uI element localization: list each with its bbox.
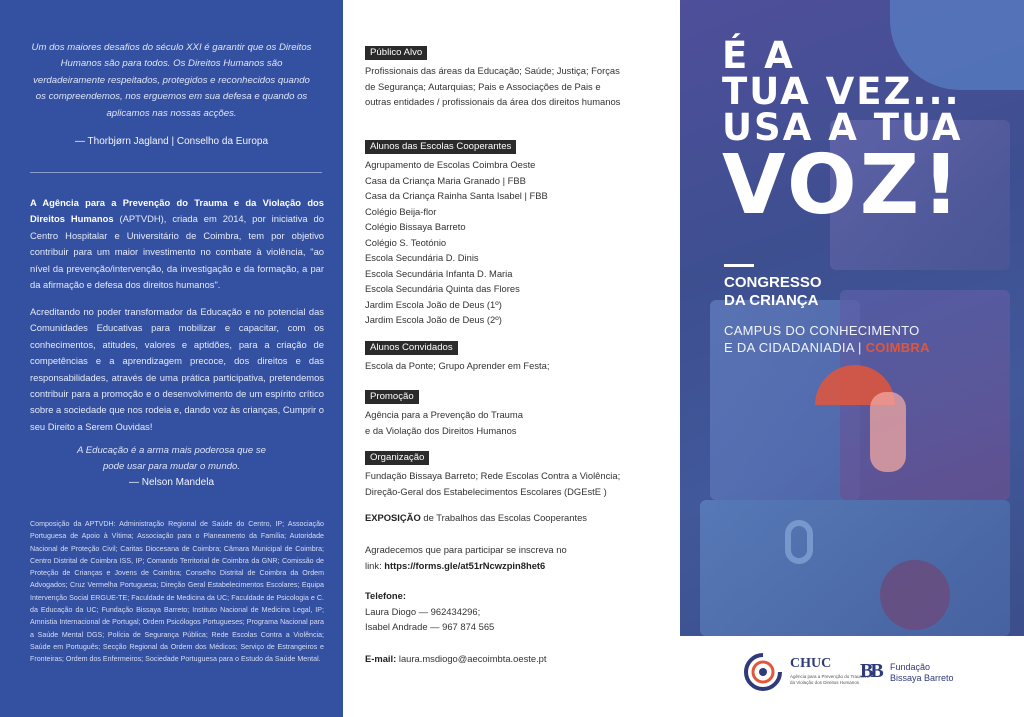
list-item: Casa da Criança Maria Granado | FBB [365,174,526,186]
section-organizacao [365,447,665,499]
tag-convidados: Alunos Convidados [365,341,458,355]
campus-subtitle [724,322,930,356]
headline-line-1: É A [722,34,795,77]
headline-line-3: USA A TUA [722,106,963,149]
telefone-line-2: Isabel Andrade — 967 874 565 [365,621,495,633]
headline-line-2: TUA VEZ... [722,70,961,113]
convidados-text: Escola da Ponte; Grupo Aprender em Festa; [365,360,550,371]
list-item: Jardim Escola João de Deus (2º) [365,314,502,325]
left-divider [30,172,322,173]
fbb-line-1: Fundação [890,662,931,672]
tag-publico-alvo: Público Alvo [365,46,427,60]
fbb-line-2: Bissaya Barreto [890,673,954,683]
exposicao-label: EXPOSIÇÃO [365,512,421,523]
composition-text: Composição da APTVDH: Administração Regional de Saúde do Centro, IP; Associação Portuguesa de Apoio à Vítima; Associação para o Planeamento da Família; Autoridade Nacional de Proteção Civil; Caritas Diocesana de Coimbra; Câmara Municipal de Coimbra; Centro Distrital de Coimbra ISS, IP; Comando Territorial de Coimbra da GNR; Comissão de Proteção de Crianças e Jovens de Coimbra; Conselho Distrital de Coimbra da Ordem Advogados; Cruz Vermelha Portuguesa; Direção Geral Estabelecimentos Escolares; Equipa Intervenção Social ERGUE-TE; Faculdade de Medicina da UC; Faculdade de Psicologia e C. da Educação da UC; Fundação Bissaya Barreto; Instituto Nacional de Medicina Legal, IP; Amnistia Internacional de Portugal; Ordem Psicólogos Portugueses; Programa Nacional para a Saúde Mental DGS; Polícia de Segurança Pública; Rede Escolas Contra a Violência; Saúde em Português; Secção Regional da Ordem dos Médicos; Serviço de Estrangeiros e Fronteiras; Ordem dos Enfermeiros; Sociedade Portuguesa para o Estudo da Saúde Mental. [30,520,324,664]
email-line [365,651,665,667]
telefone-label: Telefone: [365,590,406,601]
campus-line-2-text: E DA CIDADANIADIA | [724,340,866,355]
toy-block-bottom [700,500,1010,636]
fbb-logo-text [890,662,954,684]
jagland-quote: Um dos maiores desafios do século XXI é garantir que os Direitos Humanos são para todos. Os Direitos Humanos são verdadeiramente respeitados, protegidos e reconhecidos quando os compreendemos, nos erguemos em sua defesa e quando os aplicamos nas nossas acções. [31,42,312,119]
email-label: E-mail: [365,653,399,664]
campus-line-2 [724,339,930,356]
campus-line-1: CAMPUS DO CONHECIMENTO [724,323,920,338]
section-inscricao [365,542,665,573]
fbb-logo-mark: BB [860,660,881,682]
list-item: Agrupamento de Escolas Coimbra Oeste [365,159,536,170]
middle-panel [343,0,680,717]
tag-promocao: Promoção [365,390,419,404]
congresso-title [724,274,822,310]
chuc-name: CHUC [790,656,832,671]
organizacao-line-2: Direção-Geral dos Estabelecimentos Escolares (DGEstE ) [365,485,607,497]
congresso-line-1: CONGRESSO [724,274,822,291]
promocao-line-1: Agência para a Prevenção do Trauma [365,409,523,420]
mandela-quote: A Educação é a arma mais poderosa que se pode usar para mudar o mundo. [77,445,266,473]
section-publico-alvo [365,42,665,110]
bear-figure-icon [870,392,906,472]
congresso-line-2: DA CRIANÇA [724,292,819,309]
publico-alvo-text: Profissionais das áreas da Educação; Saúde; Justiça; Forças de Segurança; Autarquias; Pais e Associações de Pais e outras entidades / profissionais da área dos direitos humanos [365,65,621,108]
logos-strip [680,636,1024,717]
aptvdh-intro-text: (APTVDH), criada em 2014, por iniciativa do Centro Hospitalar e Universitário de Coimbra, tem por objetivo contribuir para um maior investimento no combate à violência, "ao nível da prevenção/intervenção, da investigação e da formação, a par da afirmação e defesa dos direitos humanos". [30,213,324,291]
list-item: Escola Secundária Infanta D. Maria [365,267,513,279]
cover-panel [680,0,1024,717]
tag-cooperantes: Alunos das Escolas Cooperantes [365,140,516,154]
list-item: Escola Secundária Quinta das Flores [365,283,520,294]
headline-line-4: VOZ! [722,138,963,233]
cover-headline [722,34,963,233]
inscricao-link[interactable]: https://forms.gle/at51rNcwzpin8het6 [384,559,546,571]
exposicao-line [365,510,665,526]
cooperantes-list [365,157,665,328]
aptvdh-intro [30,195,324,293]
left-panel [0,0,343,717]
reindeer-icon [880,560,950,630]
section-telefone [365,588,665,635]
tag-organizacao: Organização [365,451,429,465]
list-item: Jardim Escola João de Deus (1º) [365,298,502,310]
section-convidados [365,337,665,374]
exposicao-text: de Trabalhos das Escolas Cooperantes [420,512,587,523]
chuc-logo-icon [744,653,782,691]
list-item: Colégio S. Teotónio [365,236,447,248]
headline-underline [724,264,754,267]
promocao-line-2: e da Violação dos Direitos Humanos [365,424,517,436]
list-item: Escola Secundária D. Dinis [365,252,479,263]
inscricao-link-label: link: [365,559,385,571]
inscricao-link-line [365,558,665,574]
section-cooperantes [365,136,665,328]
mission-paragraph: Acreditando no poder transformador da Educação e no potencial das Comunidades Educativas para mobilizar e capacitar, com os conhecimentos, atitudes, valores e aptidões, para a criação de competências e a aprendizagem precoce, dos direitos e das responsabilidades, através de uma prática participativa, pretendemos contribuir para a promoção e o desenvolvimento de um espírito crítico sobre a sociedade que nos rodeia e, dando voz às crianças, Cumprir o seu Direito a Serem Ouvidas! [30,306,324,432]
list-item: Colégio Beija-flor [365,205,437,217]
aptvdh-name: A Agência para a Prevenção do Trauma e da Violação dos Direitos Humanos [30,197,324,225]
inscricao-text: Agradecemos que para participar se inscreva no [365,544,567,555]
list-item: Casa da Criança Rainha Santa Isabel | FBB [365,190,548,201]
campus-city: COIMBRA [865,340,930,355]
email-value[interactable]: laura.msdiogo@aecoimbta.oeste.pt [398,653,547,664]
telefone-line-1: Laura Diogo — 962434296; [365,605,481,617]
jagland-attribution: — Thorbjørn Jagland | Conselho da Europa [74,136,269,147]
list-item: Colégio Bissaya Barreto [365,221,466,232]
mandela-attribution: — Nelson Mandela [128,477,215,488]
section-promocao [365,386,665,438]
number-eight-icon [785,520,813,564]
organizacao-line-1: Fundação Bissaya Barreto; Rede Escolas Contra a Violência; [365,470,621,481]
chuc-subtitle: Agência para a Prevenção do Trauma e da Violação dos Direitos Humanos [790,674,870,685]
